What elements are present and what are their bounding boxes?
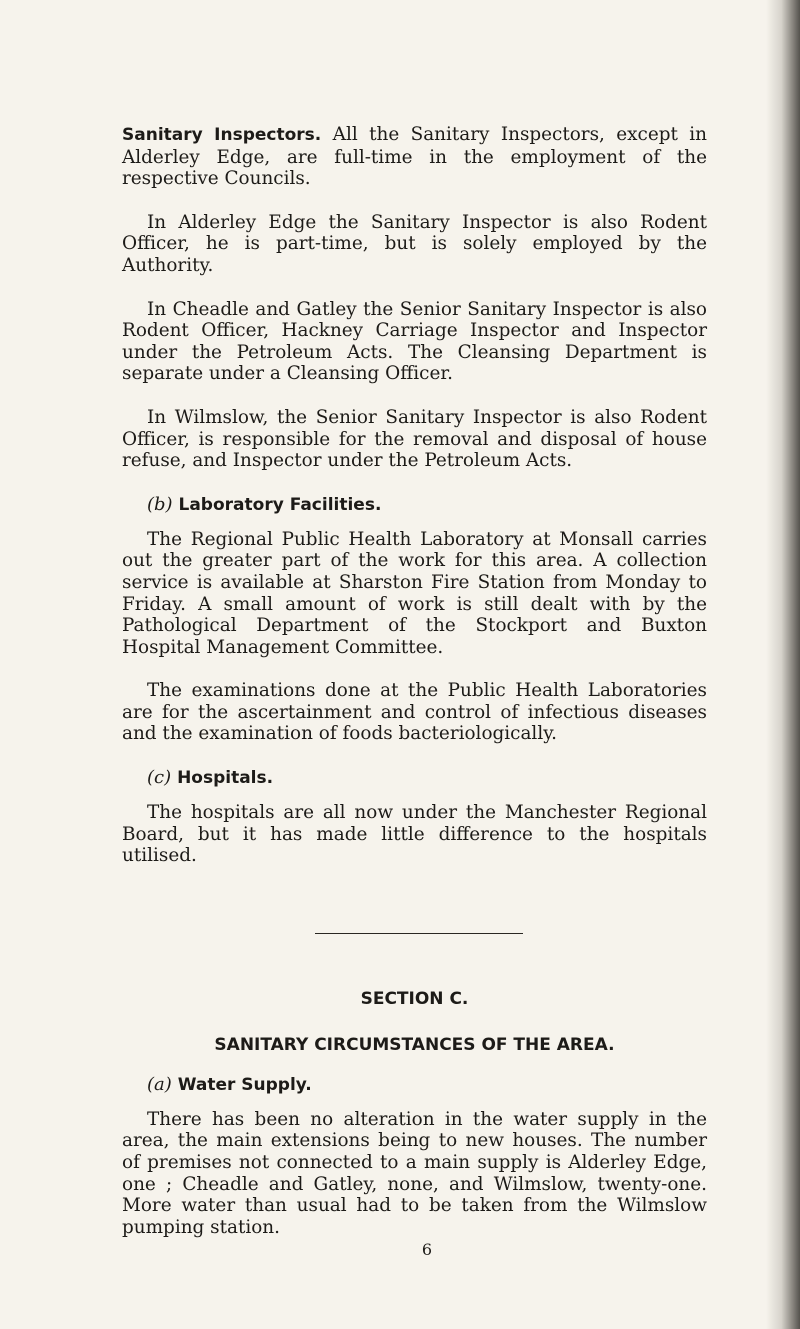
laboratory-paragraph-1: The Regional Public Health Laboratory at Monsall carries out the greater part of the work for this area. A collection service is available at Sharston Fire Station from Monday to Friday. A small amount of work is still dealt with by the Pathological Department of the Stockport and Buxton Hospital Management Committee.: [122, 528, 707, 658]
hospitals-letter: (c): [147, 767, 172, 789]
laboratory-letter: (b): [147, 493, 173, 515]
sanitary-inspectors-paragraph: [122, 124, 707, 190]
water-supply-heading: [122, 1074, 707, 1096]
page-edge-shadow: [766, 0, 800, 1329]
water-supply-heading-text: Water Supply.: [177, 1074, 312, 1095]
laboratory-paragraph-2: The examinations done at the Public Health Laboratories are for the ascertainment and control of infectious diseases and the examination of foods bacteriologically.: [122, 680, 707, 745]
section-title: SECTION C.: [360, 988, 469, 1009]
hospitals-paragraph: The hospitals are all now under the Manchester Regional Board, but it has made little difference to the hospitals utilised.: [122, 802, 707, 867]
page-number: 6: [421, 1240, 433, 1260]
water-supply-paragraph: There has been no alteration in the water supply in the area, the main extensions being to new houses. The number of premises not connected to a main supply is Alderley Edge, one ; Cheadle and Gatley, none, and Wilmslow, twenty-one. More water than usual had to be taken from the Wilmslow pumping station.: [122, 1108, 707, 1238]
document-page: [122, 124, 707, 1260]
wilmslow-paragraph: In Wilmslow, the Senior Sanitary Inspector is also Rodent Officer, is responsible for the removal and disposal of house refuse, and Inspector under the Petroleum Acts.: [122, 406, 707, 472]
sanitary-inspectors-heading: Sanitary Inspectors.: [122, 125, 322, 145]
section-divider: [315, 933, 523, 934]
hospitals-heading-text: Hospitals.: [177, 768, 274, 789]
alderley-edge-paragraph: In Alderley Edge the Sanitary Inspector is also Rodent Officer, he is part-time, but is solely employed by the Authority.: [122, 211, 707, 276]
laboratory-heading: [122, 494, 707, 516]
laboratory-heading-text: Laboratory Facilities.: [178, 494, 382, 515]
section-subtitle: SANITARY CIRCUMSTANCES OF THE AREA.: [214, 1034, 615, 1055]
water-supply-letter: (a): [147, 1073, 172, 1095]
cheadle-gatley-paragraph: In Cheadle and Gatley the Senior Sanitary Inspector is also Rodent Officer, Hackney Carriage Inspector and Inspector under the Petroleum Acts. The Cleansing Department is separate under a Cleansing Officer.: [122, 298, 707, 385]
sanitary-inspectors-text: All the Sanitary Inspectors, except in Alderley Edge, are full-time in the employment of the respective Councils.: [122, 124, 707, 190]
hospitals-heading: [122, 767, 707, 789]
